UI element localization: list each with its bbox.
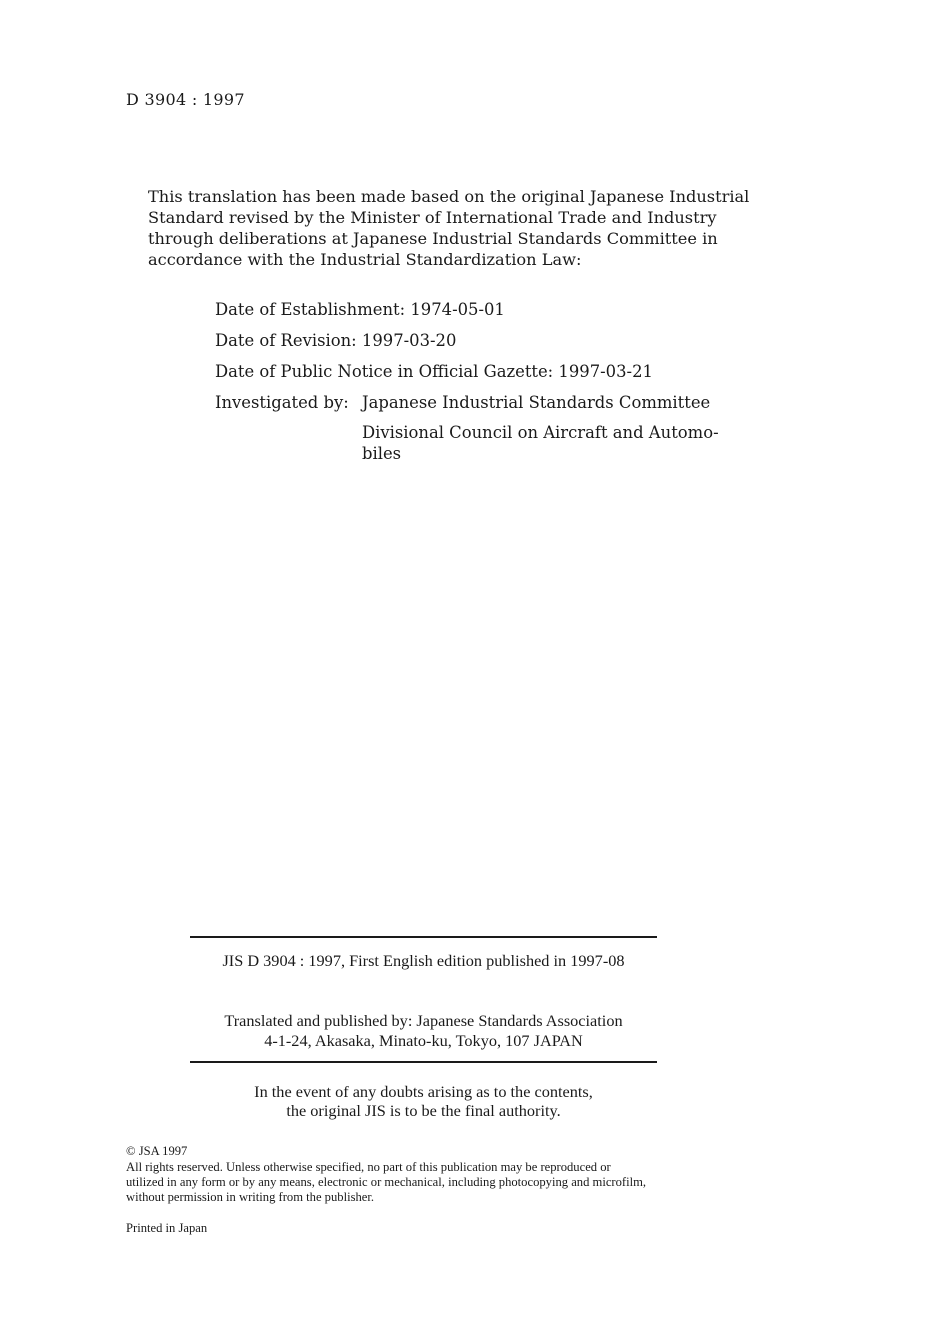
- publisher-address: 4-1-24, Akasaka, Minato-ku, Tokyo, 107 JAPAN: [264, 1031, 583, 1050]
- edition-note: JIS D 3904 : 1997, First English edition published in 1997-08: [222, 951, 625, 970]
- intro-paragraph: [148, 186, 768, 270]
- investigated-label: Investigated by:: [215, 393, 349, 412]
- copyright-notice: © JSA 1997: [126, 1144, 188, 1158]
- date-public-notice: Date of Public Notice in Official Gazette: 1997-03-21: [215, 362, 653, 381]
- authority-line: In the event of any doubts arising as to the contents,: [254, 1082, 593, 1101]
- intro-line: This translation has been made based on the original Japanese Industrial: [148, 187, 750, 206]
- date-revision: Date of Revision: 1997-03-20: [215, 331, 457, 350]
- rights-line: without permission in writing from the publisher.: [126, 1190, 375, 1204]
- publisher-line: Translated and published by: Japanese Standards Association: [224, 1011, 623, 1030]
- investigated-council-continued: biles: [362, 444, 402, 463]
- investigated-council: Divisional Council on Aircraft and Automo-: [362, 423, 719, 442]
- document-code: D 3904 : 1997: [126, 90, 245, 109]
- authority-line: the original JIS is to be the final authority.: [286, 1101, 561, 1120]
- intro-line: Standard revised by the Minister of International Trade and Industry: [148, 208, 717, 227]
- investigated-committee: Japanese Industrial Standards Committee: [362, 393, 711, 412]
- printed-in: Printed in Japan: [126, 1221, 208, 1235]
- rights-line: utilized in any form or by any means, electronic or mechanical, including photocopying and microfilm,: [126, 1175, 647, 1189]
- divider-top: [190, 936, 657, 938]
- intro-line: accordance with the Industrial Standardization Law:: [148, 250, 582, 269]
- date-establishment: Date of Establishment: 1974-05-01: [215, 300, 505, 319]
- divider-bottom: [190, 1061, 657, 1063]
- intro-line: through deliberations at Japanese Industrial Standards Committee in: [148, 229, 718, 248]
- rights-line: All rights reserved. Unless otherwise specified, no part of this publication may be reproduced or: [126, 1160, 611, 1174]
